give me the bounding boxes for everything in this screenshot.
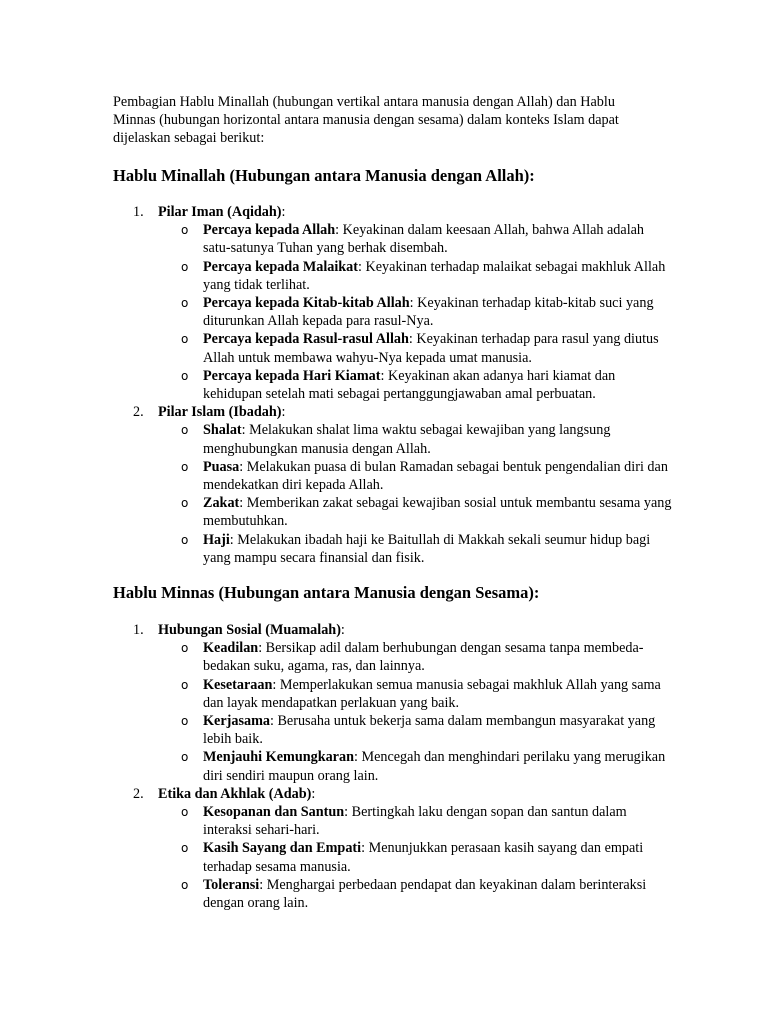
- sublist-item: [113, 676, 673, 712]
- item-number: 1.: [133, 204, 144, 220]
- bullet-circle-icon: o: [181, 750, 189, 765]
- sublist-desc: : Memberikan zakat sebagai kewajiban sosial untuk membantu sesama yang membutuhkan.: [203, 495, 672, 530]
- intro-paragraph: [113, 93, 661, 148]
- sublist-item: [113, 803, 673, 839]
- sublist-item: [113, 876, 673, 912]
- sublist-term: Kasih Sayang dan Empati: [203, 840, 362, 857]
- sublist-term: Puasa: [203, 458, 240, 475]
- sublist-desc: : Menunjukkan perasaan kasih sayang dan empati terhadap sesama manusia.: [203, 840, 644, 875]
- section-heading-hablu-minallah: Hablu Minallah (Hubungan antara Manusia dengan Allah):: [113, 166, 535, 185]
- bullet-circle-icon: o: [181, 223, 189, 238]
- sublist-desc: : Melakukan ibadah haji ke Baitullah di Makkah sekali seumur hidup bagi yang mampu secara finansial dan fisik.: [203, 531, 651, 566]
- sublist-desc: : Mencegah dan menghindari perilaku yang merugikan diri sendiri maupun orang lain.: [203, 749, 666, 784]
- sublist-term: Kerjasama: [203, 713, 270, 730]
- sublist-term: Kesopanan dan Santun: [203, 804, 345, 821]
- sublist-desc: : Keyakinan dalam keesaan Allah, bahwa Allah adalah satu-satunya Tuhan yang berhak disembah.: [203, 222, 645, 257]
- list-item-pilar-islam: 2. Pilar Islam (Ibadah): o Shalat: Melakukan shalat lima waktu sebagai kewajiban yang langsung menghubungkan manusia dengan Allah. o Puasa: Melakukan puasa di bulan Ramadan sebagai bentuk pengendalian diri dan mendekatkan diri kepada Allah. o Zakat: Memberikan zakat sebagai kewajiban sosial untuk membantu sesama yang membutuhkan. o Haji: Melakukan ibadah haji ke Baitullah di Makkah sekali seumur hidup bagi yang mampu secara finansial dan fisik.: [113, 403, 673, 567]
- sublist-desc: : Bertingkah laku dengan sopan dan santun dalam interaksi sehari-hari.: [203, 804, 627, 839]
- section-hablu-minallah: [113, 203, 673, 567]
- item-number: 2.: [133, 404, 144, 421]
- sublist-item: [113, 712, 673, 748]
- sublist-desc: : Melakukan puasa di bulan Ramadan sebagai bentuk pengendalian diri dan mendekatkan diri kepada Allah.: [203, 458, 668, 494]
- sublist-desc: : Bersikap adil dalam berhubungan dengan sesama tanpa membeda-bedakan suku, agama, ras, dan lainnya.: [203, 640, 644, 675]
- bullet-circle-icon: o: [181, 368, 189, 383]
- sublist: [113, 803, 673, 912]
- sublist-desc: : Keyakinan terhadap para rasul yang diutus Allah untuk membawa wahyu-Nya kepada umat manusia.: [203, 331, 659, 366]
- sublist-item: [113, 494, 673, 530]
- sublist-term: Haji: [203, 531, 230, 548]
- bullet-circle-icon: o: [181, 714, 189, 729]
- sublist-desc: : Melakukan shalat lima waktu sebagai kewajiban yang langsung menghubungkan manusia dengan Allah.: [203, 422, 611, 457]
- sublist-term: Percaya kepada Hari Kiamat: [203, 367, 381, 384]
- sublist-term: Menjauhi Kemungkaran: [203, 749, 354, 766]
- bullet-circle-icon: o: [181, 805, 189, 820]
- bullet-circle-icon: o: [181, 332, 189, 347]
- item-title: Hubungan Sosial (Muamalah): [158, 622, 341, 638]
- sublist-term: Percaya kepada Malaikat: [203, 258, 359, 275]
- sublist-desc: : Keyakinan terhadap kitab-kitab suci yang diturunkan Allah kepada para rasul-Nya.: [203, 295, 654, 330]
- list-item-etika-akhlak: 2. Etika dan Akhlak (Adab): o Kesopanan dan Santun: Bertingkah laku dengan sopan dan santun dalam interaksi sehari-hari. o Kasih Sayang dan Empati: Menunjukkan perasaan kasih sayang dan empati terhadap sesama manusia. o Toleransi: Menghargai perbedaan pendapat dan keyakinan dalam berinteraksi dengan orang lain.: [113, 785, 673, 912]
- sublist-term: Percaya kepada Rasul-rasul Allah: [203, 331, 409, 348]
- sublist-term: Percaya kepada Allah: [203, 222, 336, 239]
- bullet-circle-icon: o: [181, 259, 189, 274]
- section-heading-hablu-minnas: Hablu Minnas (Hubungan antara Manusia dengan Sesama):: [113, 583, 540, 602]
- item-number: 1.: [133, 622, 144, 638]
- sublist: [113, 421, 673, 567]
- sublist-item: [113, 330, 673, 366]
- sublist-item: [113, 839, 673, 875]
- bullet-circle-icon: o: [181, 532, 189, 547]
- list-item-pilar-iman: 1. Pilar Iman (Aqidah): o Percaya kepada Allah: Keyakinan dalam keesaan Allah, bahwa Allah adalah satu-satunya Tuhan yang berhak disembah. o Percaya kepada Malaikat: Keyakinan terhadap malaikat sebagai makhluk Allah yang tidak terlihat. o Percaya kepada Kitab-kitab Allah: Keyakinan terhadap kitab-kitab suci yang diturunkan Allah kepada para rasul-Nya. o Percaya kepada Rasul-rasul Allah: Keyakinan terhadap para rasul yang diutus Allah untuk membawa wahyu-Nya kepada umat manusia. o Percaya kepada Hari Kiamat: Keyakinan akan adanya hari kiamat dan kehidupan setelah mati sebagai pertanggungjawaban amal perbuatan.: [113, 203, 673, 403]
- sublist-item: [113, 748, 673, 784]
- sublist-desc: : Keyakinan terhadap malaikat sebagai makhluk Allah yang tidak terlihat.: [203, 258, 666, 293]
- item-title: Pilar Iman (Aqidah): [158, 204, 282, 220]
- sublist-item: [113, 531, 673, 567]
- bullet-circle-icon: o: [181, 841, 189, 856]
- bullet-circle-icon: o: [181, 677, 189, 692]
- sublist-term: Percaya kepada Kitab-kitab Allah: [203, 295, 410, 312]
- sublist-term: Keadilan: [203, 640, 259, 657]
- sublist-desc: : Menghargai perbedaan pendapat dan keyakinan dalam berinteraksi dengan orang lain.: [203, 876, 647, 912]
- sublist-item: [113, 639, 673, 675]
- sublist-term: Toleransi: [203, 876, 260, 893]
- intro-text: Pembagian Hablu Minallah (hubungan vertikal antara manusia dengan Allah) dan Hablu Minnas (hubungan horizontal antara manusia dengan sesama) dalam konteks Islam dapat dijelaskan sebagai berikut:: [113, 94, 619, 147]
- sublist-desc: : Memperlakukan semua manusia sebagai makhluk Allah yang sama dan layak mendapatkan perlakuan yang baik.: [203, 676, 661, 711]
- list-item-hubungan-sosial: 1. Hubungan Sosial (Muamalah): o Keadilan: Bersikap adil dalam berhubungan dengan sesama tanpa membeda-bedakan suku, agama, ras, dan lainnya. o Kesetaraan: Memperlakukan semua manusia sebagai makhluk Allah yang sama dan layak mendapatkan perlakuan yang baik. o Kerjasama: Berusaha untuk bekerja sama dalam membangun masyarakat yang lebih baik. o Menjauhi Kemungkaran: Mencegah dan menghindari perilaku yang merugikan diri sendiri maupun orang lain.: [113, 621, 673, 785]
- bullet-circle-icon: o: [181, 877, 189, 892]
- sublist-item: [113, 258, 673, 294]
- sublist-item: [113, 421, 673, 457]
- sublist-item: [113, 221, 673, 257]
- bullet-circle-icon: o: [181, 296, 189, 311]
- bullet-circle-icon: o: [181, 496, 189, 511]
- sublist: [113, 221, 673, 403]
- section-hablu-minnas: [113, 621, 673, 912]
- sublist-term: Shalat: [203, 422, 242, 439]
- sublist-item: [113, 458, 673, 494]
- item-title: Pilar Islam (Ibadah): [158, 404, 282, 421]
- sublist-item: [113, 367, 673, 403]
- sublist: [113, 639, 673, 785]
- sublist-desc: : Keyakinan akan adanya hari kiamat dan kehidupan setelah mati sebagai pertanggungjawaban amal perbuatan.: [203, 367, 616, 403]
- sublist-term: Zakat: [203, 495, 240, 512]
- sublist-item: [113, 294, 673, 330]
- sublist-term: Kesetaraan: [203, 676, 273, 693]
- bullet-circle-icon: o: [181, 641, 189, 656]
- sublist-desc: : Berusaha untuk bekerja sama dalam membangun masyarakat yang lebih baik.: [203, 713, 656, 748]
- bullet-circle-icon: o: [181, 459, 189, 474]
- item-title: Etika dan Akhlak (Adab): [158, 785, 312, 802]
- bullet-circle-icon: o: [181, 423, 189, 438]
- item-number: 2.: [133, 785, 144, 802]
